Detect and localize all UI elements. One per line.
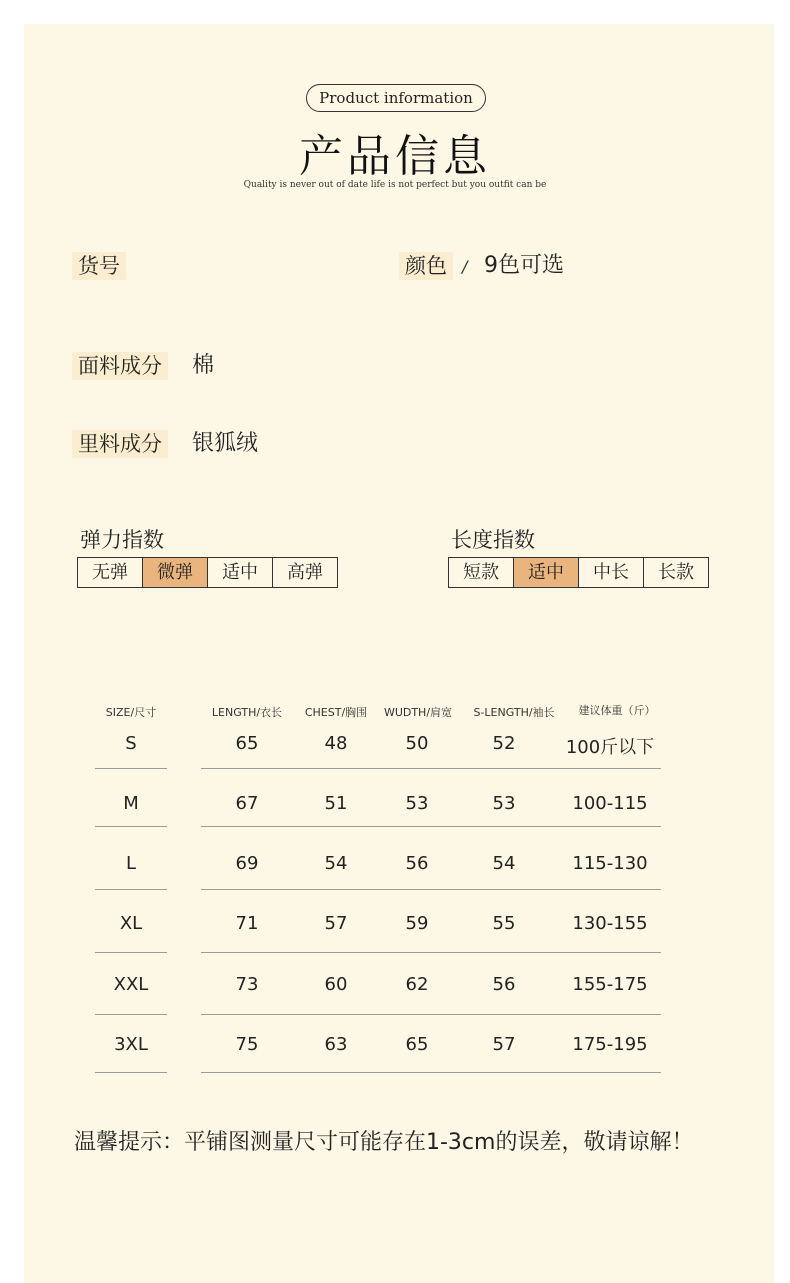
page-subtitle: Quality is never out of date life is not perfect but you outfit can be (243, 180, 547, 190)
sleeve-length-header: S-LENGTH/袖长 (473, 706, 555, 719)
row-divider (201, 889, 661, 890)
measurement-tip: 温馨提示：平铺图测量尺寸可能存在1-3cm的误差，敬请谅解！ (74, 1130, 694, 1155)
size-cell: XL (119, 913, 143, 934)
page-title: 产品信息 (299, 131, 491, 182)
product-info-card (24, 24, 774, 1283)
chest-cell: 51 (324, 793, 348, 814)
weight-cell: 155-175 (572, 974, 648, 995)
fabric-label: 面料成分 (72, 352, 168, 380)
weight-cell: 175-195 (572, 1034, 648, 1055)
chest-cell: 48 (324, 733, 348, 754)
length-cell: 73 (235, 974, 259, 995)
elasticity-label: 弹力指数 (80, 528, 164, 552)
sleeve-length-cell: 56 (492, 974, 516, 995)
size-header: SIZE/尺寸 (105, 706, 157, 719)
sleeve-length-cell: 54 (492, 853, 516, 874)
length-cell: 71 (235, 913, 259, 934)
length-option: 适中 (513, 558, 578, 587)
row-divider (201, 826, 661, 827)
length-cell: 69 (235, 853, 259, 874)
sleeve-length-cell: 52 (492, 733, 516, 754)
width-cell: 56 (405, 853, 429, 874)
color-separator: / (462, 257, 468, 276)
row-divider (201, 1014, 661, 1015)
length-scale (448, 557, 709, 588)
length-header: LENGTH/衣长 (211, 706, 283, 719)
elasticity-scale (77, 557, 338, 588)
sleeve-length-cell: 53 (492, 793, 516, 814)
chest-cell: 60 (324, 974, 348, 995)
lining-label: 里料成分 (72, 430, 168, 458)
width-cell: 59 (405, 913, 429, 934)
product-information-pill: Product information (306, 84, 486, 112)
color-value: 9色可选 (484, 253, 564, 278)
weight-cell: 100斤以下 (565, 737, 655, 758)
size-cell: 3XL (114, 1034, 148, 1055)
size-cell: XXL (113, 974, 149, 995)
sleeve-length-cell: 57 (492, 1034, 516, 1055)
row-divider (201, 768, 661, 769)
row-divider (95, 952, 167, 953)
width-cell: 53 (405, 793, 429, 814)
weight-cell: 100-115 (572, 793, 648, 814)
sleeve-length-cell: 55 (492, 913, 516, 934)
elasticity-option: 无弹 (92, 562, 128, 583)
chest-cell: 63 (324, 1034, 348, 1055)
row-divider (95, 1072, 167, 1073)
fabric-value: 棉 (192, 353, 215, 378)
length-cell: 65 (235, 733, 259, 754)
chest-cell: 57 (324, 913, 348, 934)
size-cell: S (125, 733, 137, 754)
elasticity-option: 适中 (207, 558, 272, 587)
chest-cell: 54 (324, 853, 348, 874)
size-cell: M (123, 793, 139, 814)
length-option: 短款 (463, 562, 499, 583)
row-divider (95, 1014, 167, 1015)
weight-cell: 115-130 (572, 853, 648, 874)
length-option: 中长 (578, 558, 643, 587)
length-cell: 75 (235, 1034, 259, 1055)
row-divider (95, 889, 167, 890)
length-option: 长款 (643, 558, 708, 587)
width-cell: 65 (405, 1034, 429, 1055)
row-divider (95, 768, 167, 769)
length-cell: 67 (235, 793, 259, 814)
color-label: 颜色 (399, 252, 453, 280)
row-divider (201, 1072, 661, 1073)
item-number-label: 货号 (72, 252, 126, 280)
length-label: 长度指数 (451, 528, 535, 552)
width-cell: 50 (405, 733, 429, 754)
lining-value: 银狐绒 (192, 431, 259, 456)
chest-header: CHEST/胸围 (304, 706, 368, 719)
size-cell: L (125, 853, 137, 874)
width-header: WUDTH/肩宽 (383, 706, 453, 719)
weight-header: 建议体重（斤） (578, 704, 656, 717)
row-divider (201, 952, 661, 953)
elasticity-option: 高弹 (272, 558, 337, 587)
width-cell: 62 (405, 974, 429, 995)
weight-cell: 130-155 (572, 913, 648, 934)
row-divider (95, 826, 167, 827)
elasticity-option: 微弹 (142, 558, 207, 587)
